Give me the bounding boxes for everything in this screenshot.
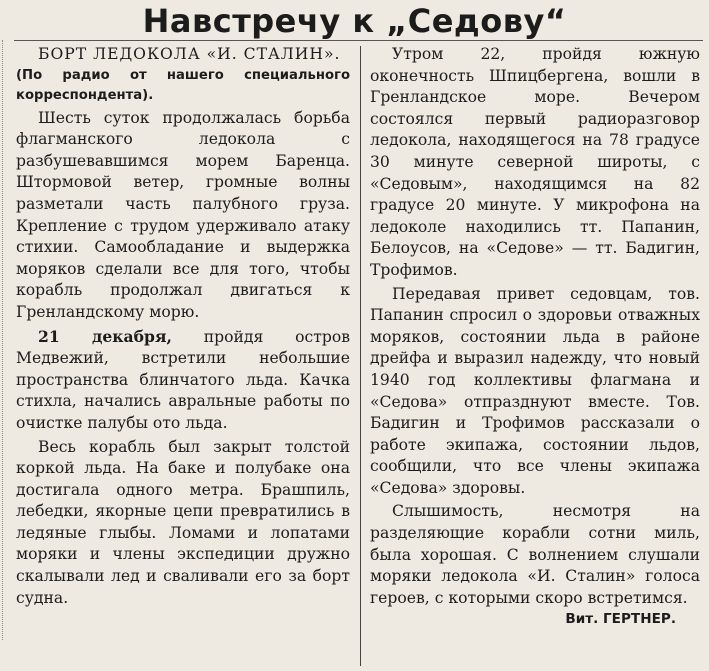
paragraph: Шесть суток продолжалась борьба флагманского ледокола с разбушевавшимся морем Баренца. Штормовой ветер, громные волны разметали часть палубного груза. Крепление с трудом удерживало атаку стихии. Самообладание и выдержка моряков сделали все для того, чтобы корабль продолжал двигаться к Гренландскому морю. (16, 108, 350, 321)
paragraph (16, 326, 350, 435)
paragraph: Передавая привет седовцам, тов. Папанин спросил о здоровьи отважных моряков, состоянии льда в районе дрейфа и выразил надежду, что новый 1940 год коллективы флагмана и «Седова» отпразднуют вместе. Тов. Бадигин и Трофимов рассказали о работе экипажа, состоянии льдов, сообщили, что все члены экипажа «Седова» здоровы. (370, 284, 700, 497)
paragraph: Утром 22, пройдя южную оконечность Шпицбергена, вошли в Гренландское море. Вечером состоялся первый радиоразговор ледокола, находящегося на 78 градусе 30 минуте северной широты, с «Седовым», находящимся на 82 градусе 20 минуте. У микрофона на ледоколе находились тт. Папанин, Белоусов, на «Седове» — тт. Бадигин, Трофимов. (370, 45, 700, 279)
date-lead: 21 декабря, (38, 326, 172, 346)
correspondent-credit: (По радио от нашего специального корреспондента). (16, 67, 350, 103)
margin-fold-mark (2, 40, 3, 640)
paragraph: Весь корабль был закрыт толстой коркой льда. На баке и полубаке она достигала одного метра. Брашпиль, лебедки, якорные цепи превратились в ледяные глыбы. Ломами и лопатами моряки и члены экспедиции дружно скалывали лед и сваливали его за борт судна. (16, 437, 350, 607)
dateline: БОРТ ЛЕДОКОЛА «И. СТАЛИН». (38, 45, 341, 63)
paragraph: Слышимость, несмотря на разделяющие корабли сотни миль, была хорошая. С волнением слушали моряки ледокола «И. Сталин» голоса героев, с которыми скоро встретимся. (370, 502, 700, 607)
right-column (370, 44, 700, 631)
author-signature: Вит. ГЕРТНЕР. (565, 611, 676, 628)
headline: Навстречу к „Седову“ (142, 2, 567, 40)
left-column (16, 44, 350, 609)
headline-rule (14, 40, 703, 41)
paragraph-text: пройдя остров Медвежий, встретили небольшие пространства блинчатого льда. Качка стихла, начались авральные работы по очистке палубы ото льда. (16, 327, 350, 432)
column-divider (360, 46, 361, 666)
